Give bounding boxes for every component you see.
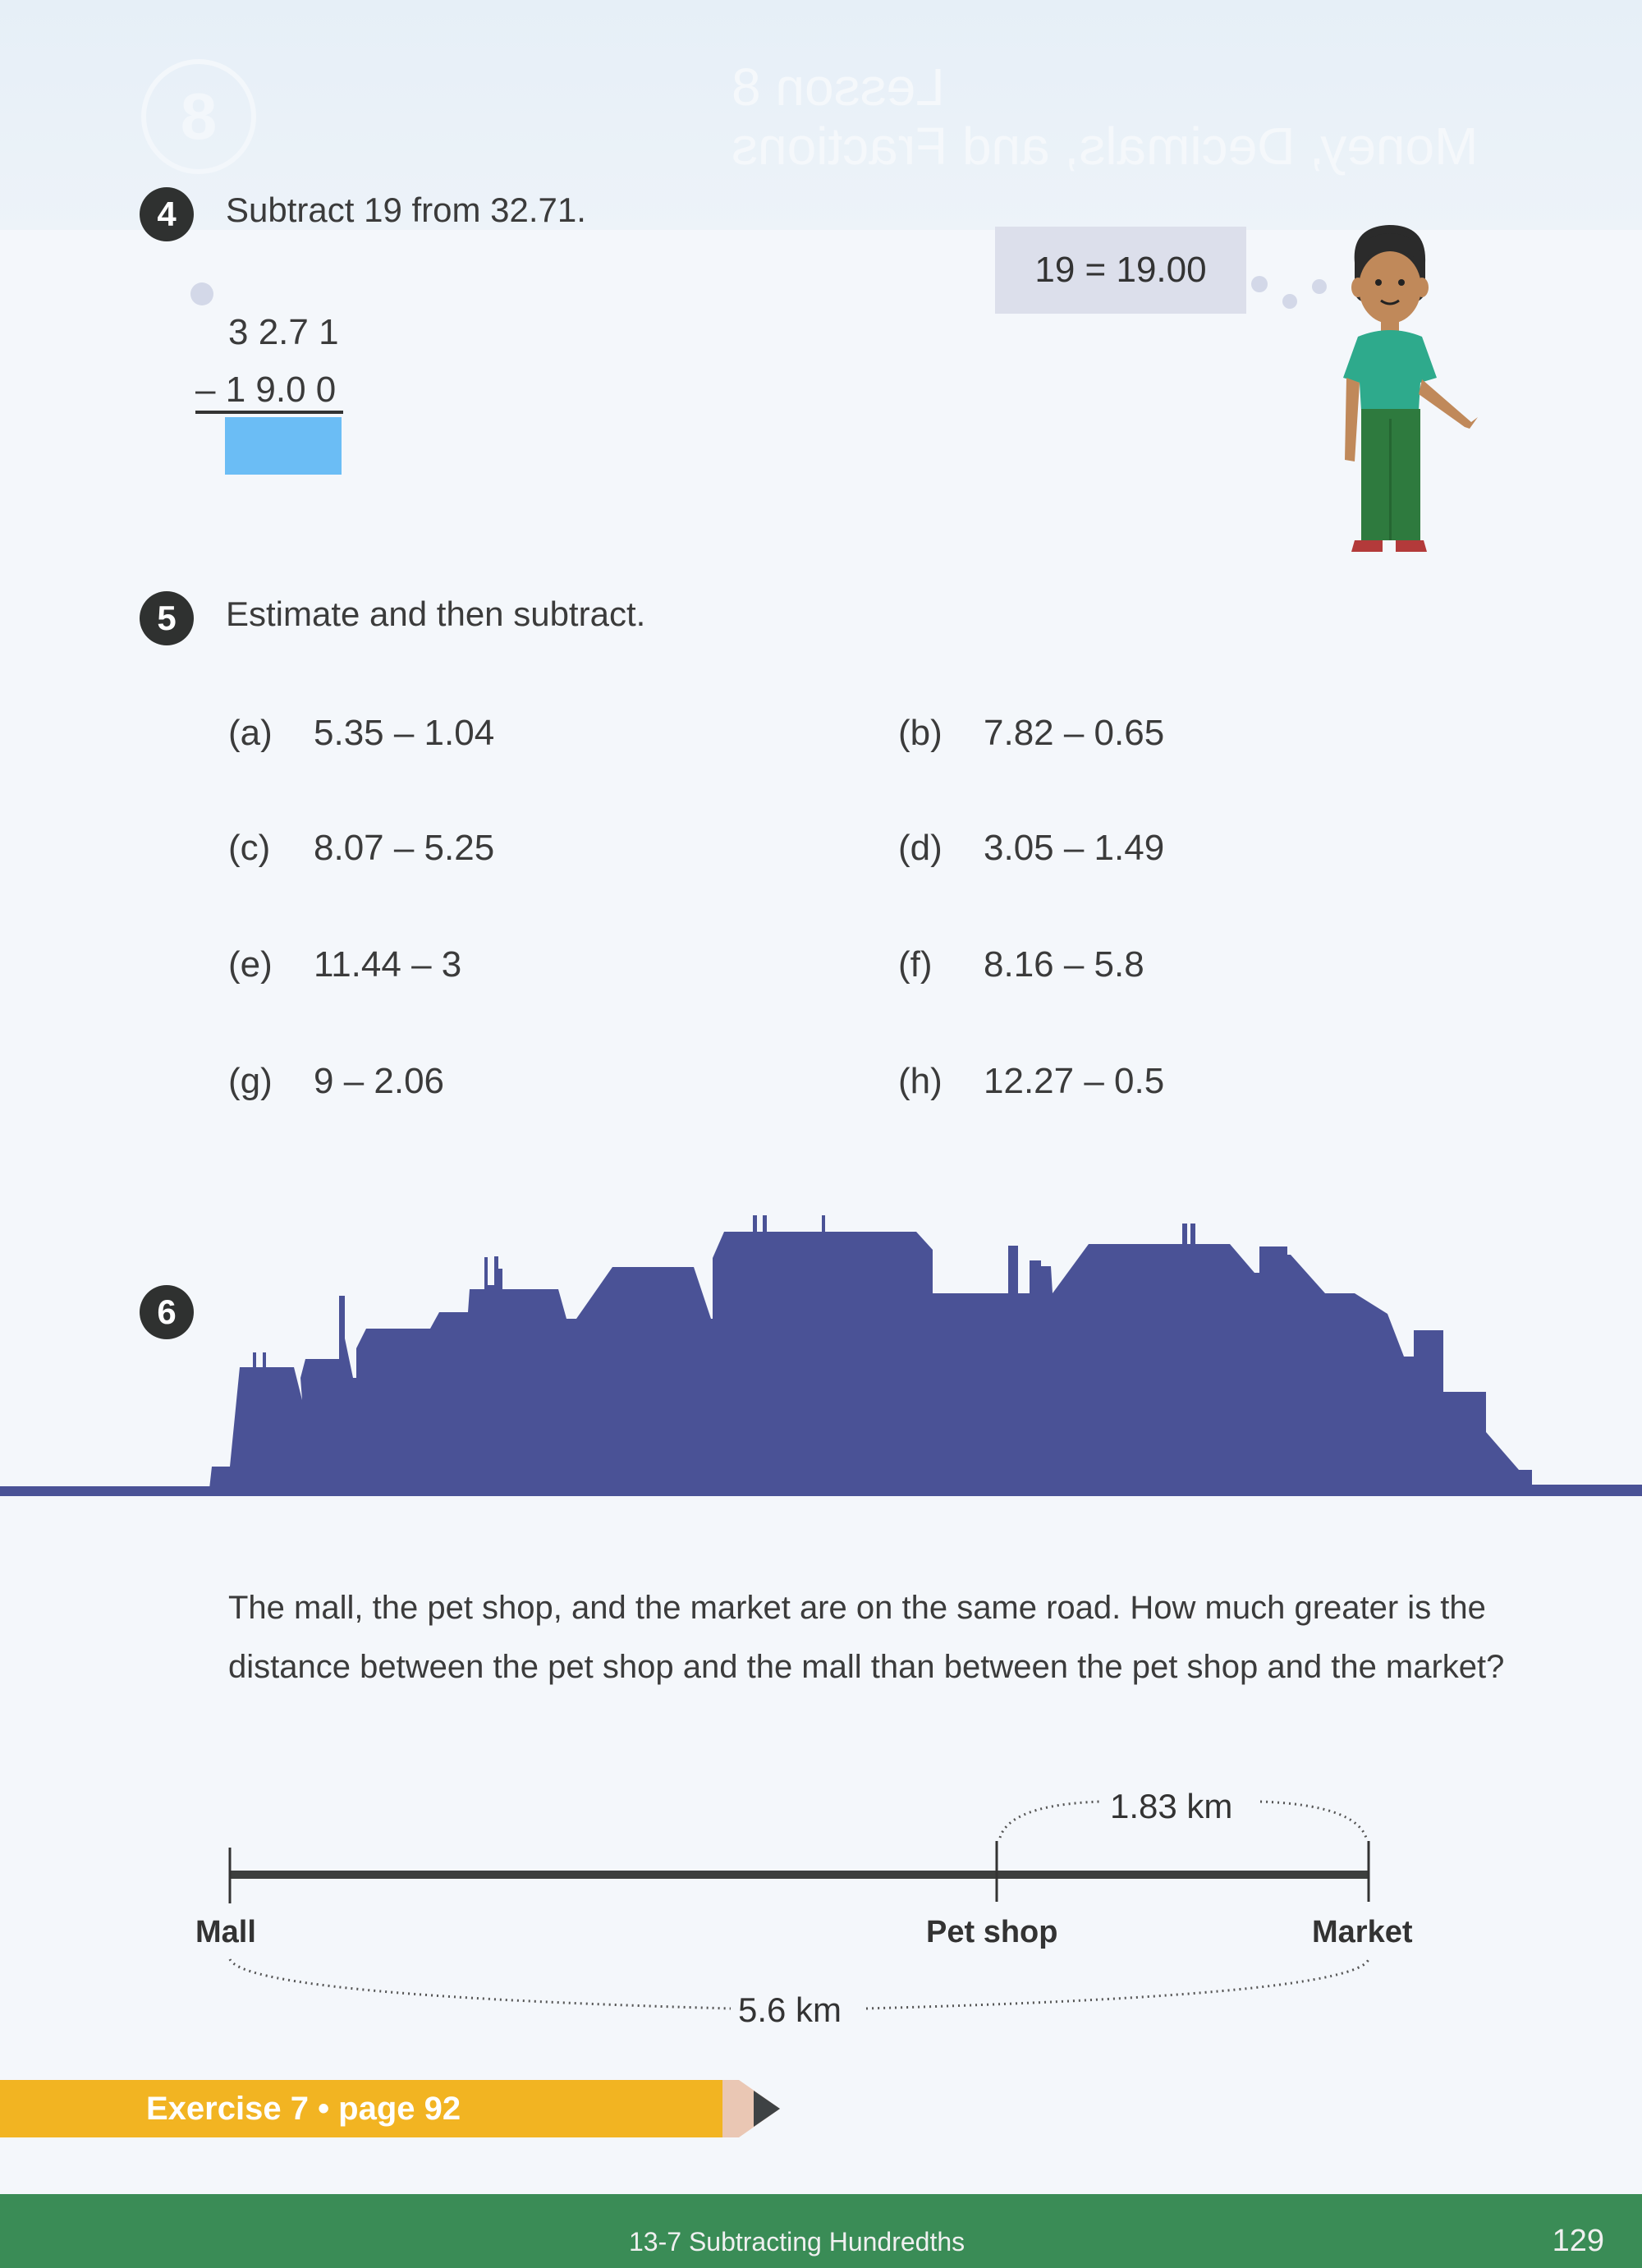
page-footer [0,2194,1642,2268]
item-label: (e) [228,944,273,985]
section-title: 13-7 Subtracting Hundredths [629,2227,965,2257]
item-expression: 5.35 – 1.04 [314,713,495,753]
exercise-link-banner[interactable] [0,2080,722,2137]
problem-number: 4 [157,195,177,233]
exercise-item-g [228,1061,444,1102]
item-label: (c) [228,828,271,868]
problem-6-text: The mall, the pet shop, and the market are on the same road. How much greater is the distance between the pet shop and the mall than between the pet shop and the market? [228,1590,1505,1685]
point-label-mall: Mall [195,1915,256,1949]
thought-dot [1251,276,1268,292]
problem-number: 5 [157,599,177,637]
distance-mall-market: 5.6 km [735,1990,845,2030]
distance-petshop-market: 1.83 km [1107,1787,1236,1826]
item-expression: 9 – 2.06 [314,1061,445,1101]
vertical-subtraction [195,304,339,419]
exercise-item-d [898,828,1164,869]
item-label: (h) [898,1061,943,1101]
point-label-pet-shop: Pet shop [926,1915,1058,1949]
problem-4-badge [140,187,194,241]
item-expression: 12.27 – 0.5 [984,1061,1165,1101]
item-expression: 7.82 – 0.65 [984,713,1165,753]
item-expression: 3.05 – 1.49 [984,828,1165,868]
subtrahend: – 1 9.0 0 [195,370,337,410]
exercise-link-text: Exercise 7 • page 92 [146,2090,461,2127]
answer-box[interactable] [225,417,342,475]
item-label: (f) [898,944,933,985]
boy-character-icon [1322,222,1486,583]
problem-number: 6 [157,1292,177,1331]
page-number: 129 [1552,2224,1604,2258]
problem-6-badge [140,1285,194,1339]
minuend: 3 2.7 1 [228,312,339,352]
lesson-number: 8 [180,80,218,153]
exercise-item-h [898,1061,1164,1102]
item-expression: 8.07 – 5.25 [314,828,495,868]
problem-5-prompt: Estimate and then subtract. [226,595,646,633]
decor-dot [190,282,213,305]
point-label-market: Market [1312,1915,1413,1949]
lesson-subtitle: Money, Decimals, and Fractions [731,117,1478,176]
exercise-item-c [228,828,494,869]
thought-dot [1282,294,1297,309]
sum-rule [195,411,343,414]
exercise-item-e [228,944,461,985]
city-skyline-illustration [0,1215,1642,1503]
distance-diagram [0,1765,1642,2012]
item-expression: 8.16 – 5.8 [984,944,1144,985]
exercise-item-a [228,713,494,754]
lesson-title [732,57,1478,176]
lesson-label: Lesson 8 [731,57,945,117]
problem-5-badge [140,591,194,645]
item-label: (a) [228,713,273,753]
hint-bubble [995,227,1246,314]
pencil-tip-icon [722,2080,788,2137]
lesson-number-badge [141,59,256,174]
hint-text: 19 = 19.00 [1034,250,1207,290]
item-label: (d) [898,828,943,868]
problem-4-prompt: Subtract 19 from 32.71. [226,191,586,229]
item-expression: 11.44 – 3 [314,944,462,985]
item-label: (g) [228,1061,273,1101]
exercise-item-f [898,944,1144,985]
exercise-item-b [898,713,1164,754]
item-label: (b) [898,713,943,753]
